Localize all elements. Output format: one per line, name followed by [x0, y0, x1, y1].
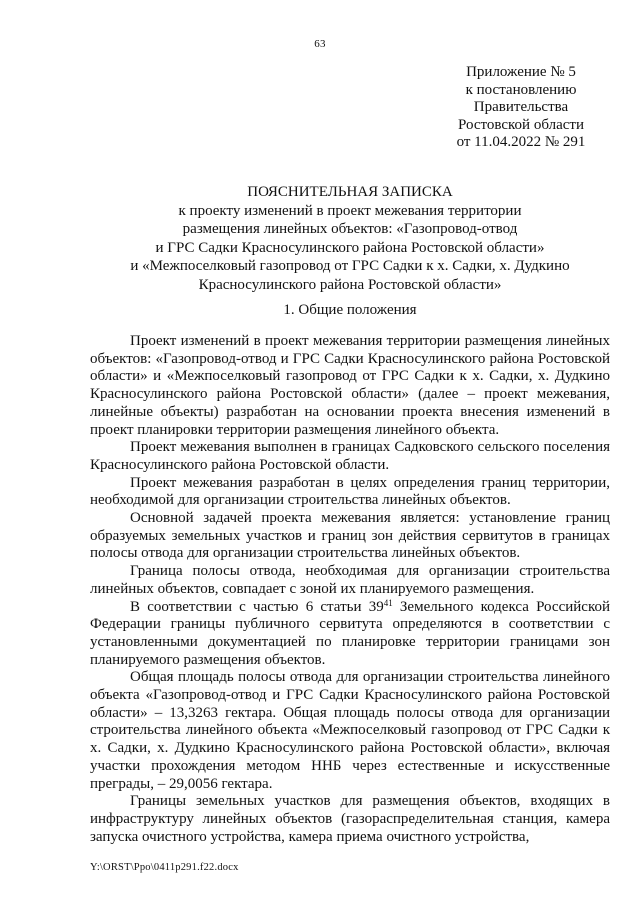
paragraph-text: Земельного кодекса Российской Федерации границы публичного сервитута определяются в соответствии с установленными документацией по планировке территории границами зон планируемого размещения объектов. [90, 598, 610, 668]
title-subtitle-line: и «Межпоселковый газопровод от ГРС Садки к х. Садки, х. Дудкино [130, 258, 570, 274]
title-heading: ПОЯСНИТЕЛЬНАЯ ЗАПИСКА [247, 184, 453, 200]
title-subtitle-line: к проекту изменений в проект межевания территории [178, 202, 522, 219]
title-subtitle-line: и ГРС Садки Красносулинского района Ростовской области» [155, 239, 545, 256]
title-subtitle-line: размещения линейных объектов: «Газопровод-отвод [182, 221, 518, 237]
paragraph: Граница полосы отвода, необходимая для организации строительства линейных объектов, совпадает с зоной их планируемого размещения. [90, 563, 610, 597]
paragraph: Проект межевания разработан в целях определения границ территории, необходимой для организации строительства линейных объектов. [90, 474, 610, 509]
paragraph: Основной задачей проекта межевания является: установление границ образуемых земельных участков и границ зон действия сервитутов в границах полосы отвода для организации строительства линейных объектов. [90, 510, 610, 562]
title-subtitle-line: Красносулинского района Ростовской области» [198, 276, 502, 293]
appendix-line: Ростовской области [458, 116, 584, 133]
page-number: 63 [314, 38, 326, 50]
appendix-line: Правительства [473, 99, 569, 116]
file-path-footer: Y:\ORST\Ppo\0411p291.f22.docx [90, 862, 239, 873]
section-heading: 1. Общие положения [283, 302, 417, 318]
paragraph-text: В соответствии с частью 6 статьи 39 [130, 598, 384, 615]
paragraph: Границы земельных участков для размещения объектов, входящих в инфраструктуру линейных объектов (газораспределительная станция, камера запуска очистного устройства, камера приема очистного устройства, [90, 793, 610, 845]
appendix-stamp [446, 64, 596, 152]
paragraph [90, 599, 610, 670]
appendix-line: от 11.04.2022 № 291 [456, 134, 586, 151]
appendix-line: к постановлению [465, 81, 577, 98]
paragraph: Проект межевания выполнен в границах Садковского сельского поселения Красносулинского района Ростовской области. [90, 439, 610, 473]
document-title [90, 183, 610, 294]
appendix-line: Приложение № 5 [466, 64, 576, 80]
paragraph: Общая площадь полосы отвода для организации строительства линейного объекта «Газопровод-отвод и ГРС Садки Красносулинского района Ростовской области» – 13,3263 гектара. Общая площадь полосы отвода для организации строительства линейного объекта «Межпоселковый газопровод от ГРС Садки к х. Садки, х. Дудкино Красносулинского района Ростовской области», включая участки прохождения методом ННБ через естественные и искусственные преграды, – 29,0056 гектара. [90, 669, 610, 792]
article-superscript: 41 [383, 597, 393, 608]
document-body [90, 333, 610, 846]
paragraph: Проект изменений в проект межевания территории размещения линейных объектов: «Газопровод-отвод и ГРС Садки Красносулинского района Ростовской области» и «Межпоселковый газопровод от ГРС Садки к х. Садки, х. Дудкино Красносулинского района Ростовской области» (далее – проект межевания, линейные объекты) разработан на основании проекта внесения изменений в проект планировки территории размещения линейного объекта. [90, 333, 610, 438]
